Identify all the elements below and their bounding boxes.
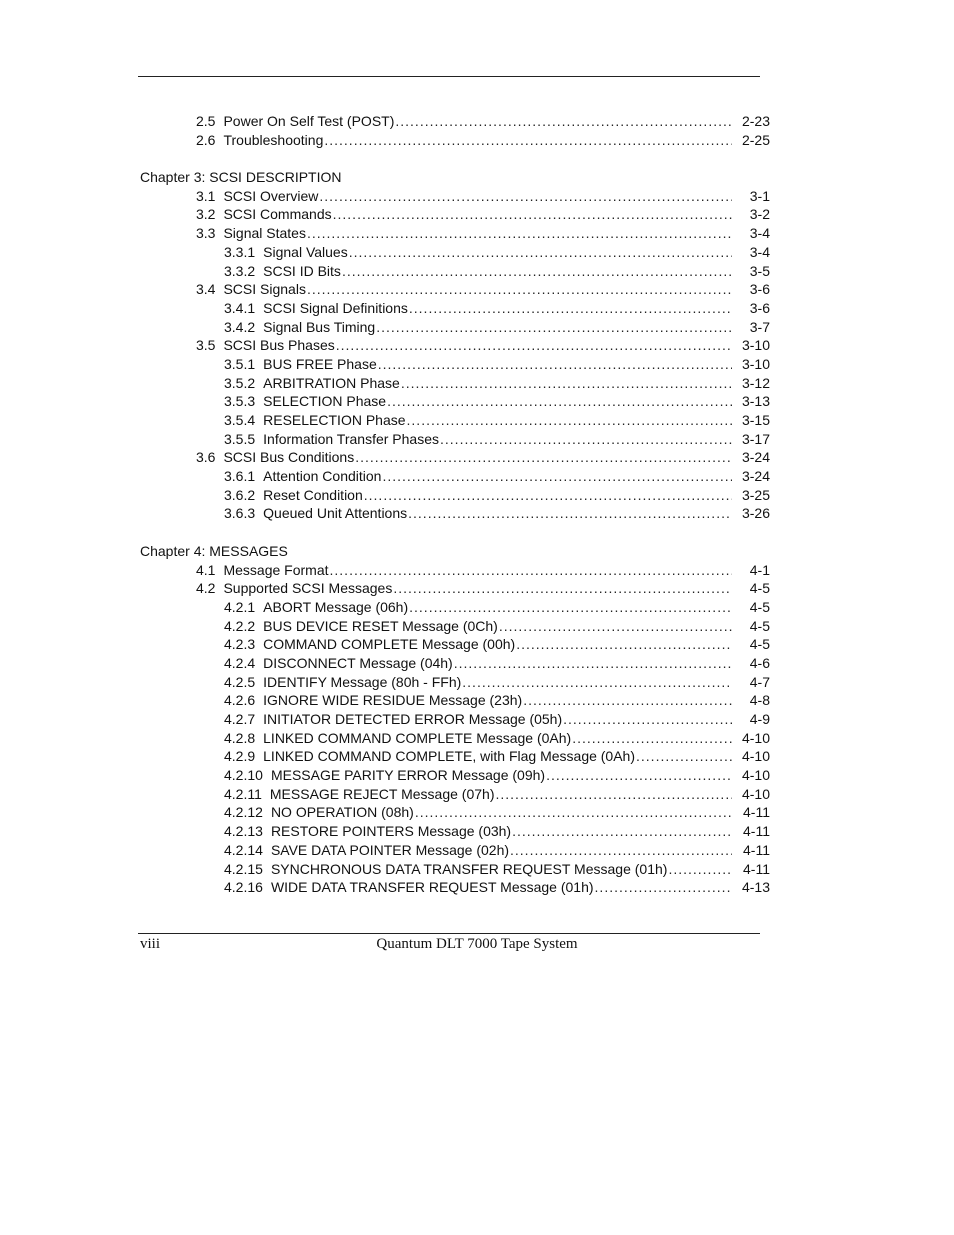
toc-entry[interactable] (0, 243, 770, 262)
toc-entry-title: SCSI Bus Conditions (223, 449, 355, 466)
toc-entry-number: 4.2.12 (224, 804, 263, 821)
toc-entry[interactable] (0, 785, 770, 804)
toc-entry-title: Troubleshooting (223, 131, 324, 148)
toc-leader-dots (523, 691, 732, 710)
toc-leader-dots (336, 336, 732, 355)
toc-leader-dots (382, 467, 732, 486)
toc-leader-dots (387, 392, 732, 411)
toc-spacer (0, 149, 954, 168)
toc-entry-number: 3.4 (196, 281, 216, 298)
toc-leader-dots (415, 803, 732, 822)
toc-entry-page: 4-8 (749, 692, 770, 709)
toc-entry[interactable] (0, 224, 770, 243)
toc-leader-dots (407, 411, 732, 430)
toc-entry[interactable] (0, 467, 770, 486)
toc-entry-page: 3-26 (741, 505, 770, 522)
toc-entry[interactable] (0, 205, 770, 224)
toc-entry-page: 3-5 (749, 262, 770, 279)
toc-entry-page: 3-2 (749, 206, 770, 223)
toc-entry-title: Signal Values (263, 243, 348, 260)
toc-entry-title: SCSI Bus Phases (223, 337, 335, 354)
toc-entry-number: 3.3.2 (224, 262, 256, 279)
toc-entry-number: 3.5.3 (224, 393, 256, 410)
toc-entry-page: 4-11 (743, 804, 770, 821)
toc-entry-number: 2.6 (196, 131, 216, 148)
toc-entry-title: Information Transfer Phases (263, 430, 440, 447)
toc-entry-title: COMMAND COMPLETE Message (00h) (263, 636, 516, 653)
toc-entry-number: 4.2.16 (224, 879, 263, 896)
toc-entry-title: SCSI Overview (223, 187, 319, 204)
toc-entry-page: 4-11 (743, 823, 770, 840)
toc-leader-dots (636, 747, 732, 766)
toc-entry[interactable] (0, 430, 770, 449)
toc-entry-page: 3-4 (749, 243, 770, 260)
toc-entry-page: 4-5 (749, 580, 770, 597)
toc-entry-number: 4.2.11 (224, 785, 262, 802)
toc-leader-dots (395, 112, 732, 131)
toc-entry-title: SCSI Signals (223, 281, 306, 298)
header-rule (138, 76, 760, 77)
toc-entry-page: 3-24 (741, 449, 770, 466)
toc-entry-page: 3-10 (741, 355, 770, 372)
toc-entry-number: 3.2 (196, 206, 216, 223)
toc-entry-title: Power On Self Test (POST) (223, 113, 395, 129)
toc-entry[interactable] (0, 635, 770, 654)
toc-entry-number: 4.2.9 (224, 748, 256, 765)
toc-entry-title: MESSAGE REJECT Message (07h) (269, 785, 495, 802)
toc-entry-number: 4.2.14 (224, 841, 263, 858)
toc-entry-page: 3-13 (741, 393, 770, 410)
toc-entry[interactable] (0, 318, 770, 337)
toc-entry[interactable] (0, 766, 770, 785)
toc-entry-number: 3.5.2 (224, 374, 256, 391)
toc-leader-dots (454, 654, 732, 673)
toc-entry-title: ABORT Message (06h) (263, 598, 409, 615)
toc-entry-number: 3.6.1 (224, 468, 256, 485)
toc-entry-page: 4-13 (741, 879, 770, 896)
toc-entry[interactable] (0, 448, 770, 467)
toc-entry-title: SCSI Commands (223, 206, 332, 223)
toc-entry-page: 4-11 (743, 841, 770, 858)
toc-entry[interactable] (0, 654, 770, 673)
toc-entry-title: LINKED COMMAND COMPLETE Message (0Ah) (263, 729, 572, 746)
toc-leader-dots (510, 841, 732, 860)
toc-leader-dots (409, 299, 732, 318)
toc-leader-dots (393, 579, 732, 598)
toc-entry-title: LINKED COMMAND COMPLETE, with Flag Message (0Ah) (263, 748, 636, 765)
document-title-footer (0, 936, 954, 953)
toc-leader-dots (355, 448, 732, 467)
toc-entry-title: ARBITRATION Phase (263, 374, 400, 391)
toc-entry[interactable] (0, 299, 770, 318)
toc-leader-dots (496, 785, 733, 804)
toc-entry-page: 4-10 (741, 767, 770, 784)
toc-entry-title: SELECTION Phase (263, 393, 387, 410)
toc-entry-number: 3.4.2 (224, 318, 256, 335)
toc-entry-number: 3.6.3 (224, 505, 256, 522)
toc-leader-dots (512, 822, 732, 841)
toc-entry-number: 3.1 (196, 187, 216, 204)
toc-entry-page: 4-10 (741, 785, 770, 802)
toc-entry[interactable] (0, 803, 770, 822)
toc-leader-dots (499, 617, 732, 636)
toc-entry[interactable] (0, 392, 770, 411)
toc-entry-title: RESELECTION Phase (263, 412, 406, 428)
toc-leader-dots (364, 486, 732, 505)
toc-entry[interactable] (0, 579, 770, 598)
toc-entry-number: 3.3 (196, 225, 216, 242)
toc-entry-number: 3.5.4 (224, 412, 256, 428)
toc-entry[interactable] (0, 860, 770, 879)
toc-entry-page: 3-1 (749, 187, 770, 204)
toc-entry-number: 4.2.6 (224, 692, 256, 709)
toc-entry-page: 4-6 (749, 654, 770, 671)
toc-entry-number: 4.1 (196, 561, 216, 578)
toc-entry-title: Signal States (223, 225, 306, 242)
toc-entry-page: 4-5 (749, 617, 770, 634)
toc-entry[interactable] (0, 486, 770, 505)
toc-entry[interactable] (0, 878, 770, 897)
toc-leader-dots (401, 374, 732, 393)
toc-entry-title: Attention Condition (263, 468, 382, 485)
toc-entry[interactable] (0, 561, 770, 580)
toc-entry-page: 3-12 (741, 374, 770, 391)
toc-chapter-heading: Chapter 4: MESSAGES (140, 542, 288, 559)
toc-entry-number: 3.6.2 (224, 486, 256, 503)
toc-entry-number: 3.3.1 (224, 243, 256, 260)
toc-entry-title: Reset Condition (263, 486, 363, 503)
toc-entry-title: SAVE DATA POINTER Message (02h) (270, 841, 510, 858)
toc-entry-number: 3.5.1 (224, 355, 256, 372)
toc-entry[interactable] (0, 374, 770, 393)
toc-entry[interactable] (0, 262, 770, 281)
toc-leader-dots (307, 224, 732, 243)
toc-entry-title: Supported SCSI Messages (223, 580, 393, 597)
toc-entry-title: Queued Unit Attentions (263, 505, 408, 522)
table-of-contents (0, 112, 954, 897)
toc-entry-number: 4.2.7 (224, 711, 256, 727)
toc-entry-page: 4-5 (749, 636, 770, 653)
toc-entry-title: Signal Bus Timing (263, 318, 376, 335)
toc-entry-title: DISCONNECT Message (04h) (263, 654, 453, 671)
toc-entry-number: 4.2.8 (224, 729, 256, 746)
toc-entry-number: 3.4.1 (224, 299, 256, 316)
toc-leader-dots (349, 243, 732, 262)
page-number: viii (140, 936, 161, 952)
toc-entry-number: 4.2.10 (224, 767, 263, 784)
toc-entry-page: 4-10 (741, 748, 770, 765)
toc-entry-title: Message Format (223, 561, 329, 578)
toc-entry-page: 3-15 (741, 412, 770, 428)
toc-entry-title: WIDE DATA TRANSFER REQUEST Message (01h) (270, 879, 594, 896)
toc-leader-dots (408, 504, 732, 523)
toc-leader-dots (409, 598, 732, 617)
toc-entry-page: 2-25 (741, 131, 770, 148)
toc-entry[interactable] (0, 112, 770, 131)
toc-entry-title: NO OPERATION (08h) (270, 804, 414, 821)
toc-entry-title: SCSI Signal Definitions (263, 299, 408, 316)
toc-chapter-heading: Chapter 3: SCSI DESCRIPTION (140, 169, 342, 186)
toc-leader-dots (595, 878, 732, 897)
toc-entry-number: 4.2.13 (224, 823, 263, 840)
toc-entry-number: 4.2.4 (224, 654, 256, 671)
toc-entry[interactable] (0, 747, 770, 766)
toc-entry-number: 4.2.1 (224, 598, 256, 615)
toc-entry[interactable] (0, 504, 770, 523)
toc-entry[interactable] (0, 411, 770, 430)
toc-entry[interactable] (0, 729, 770, 748)
toc-entry[interactable] (0, 336, 770, 355)
toc-entry-number: 4.2.2 (224, 617, 256, 634)
toc-entry-page: 3-7 (749, 318, 770, 335)
footer-rule (138, 933, 760, 934)
toc-entry-title: SYNCHRONOUS DATA TRANSFER REQUEST Message (01h) (270, 860, 668, 877)
toc-leader-dots (516, 635, 732, 654)
toc-entry-page: 3-17 (741, 430, 770, 447)
toc-entry-page: 3-6 (749, 281, 770, 298)
toc-entry-page: 4-9 (749, 711, 770, 727)
toc-entry-page: 2-23 (741, 113, 770, 129)
toc-entry[interactable] (0, 691, 770, 710)
toc-leader-dots (440, 430, 732, 449)
toc-entry-title: MESSAGE PARITY ERROR Message (09h) (270, 767, 546, 784)
toc-entry-title: RESTORE POINTERS Message (03h) (270, 823, 512, 840)
toc-entry[interactable] (0, 673, 770, 692)
toc-entry-number: 4.2.15 (224, 860, 263, 877)
toc-leader-dots (572, 729, 732, 748)
toc-entry-title: INITIATOR DETECTED ERROR Message (05h) (263, 711, 563, 727)
toc-entry-page: 3-4 (749, 225, 770, 242)
toc-entry-page: 4-10 (741, 729, 770, 746)
toc-leader-dots (333, 205, 732, 224)
toc-leader-dots (319, 187, 732, 206)
toc-entry[interactable] (0, 617, 770, 636)
toc-leader-dots (563, 710, 732, 729)
toc-entry-title: IDENTIFY Message (80h - FFh) (263, 673, 462, 690)
toc-leader-dots (462, 673, 732, 692)
toc-entry-page: 3-10 (741, 337, 770, 354)
toc-entry-title: BUS DEVICE RESET Message (0Ch) (263, 617, 498, 634)
toc-leader-dots (342, 262, 732, 281)
toc-entry-number: 3.6 (196, 449, 216, 466)
toc-leader-dots (330, 561, 732, 580)
toc-entry[interactable] (0, 598, 770, 617)
toc-entry[interactable] (0, 841, 770, 860)
toc-entry[interactable] (0, 131, 770, 150)
toc-leader-dots (378, 355, 732, 374)
toc-leader-dots (376, 318, 732, 337)
toc-entry-title: SCSI ID Bits (263, 262, 341, 279)
toc-leader-dots (324, 131, 732, 150)
toc-entry-number: 4.2.3 (224, 636, 256, 653)
toc-entry[interactable] (0, 187, 770, 206)
toc-entry-number: 4.2.5 (224, 673, 256, 690)
toc-entry[interactable] (0, 355, 770, 374)
toc-entry-number: 3.5.5 (224, 430, 256, 447)
toc-entry-page: 4-11 (743, 860, 770, 877)
toc-entry[interactable] (0, 280, 770, 299)
toc-entry-number: 3.5 (196, 337, 216, 354)
toc-leader-dots (307, 280, 732, 299)
toc-entry-page: 4-5 (749, 598, 770, 615)
toc-entry-page: 4-1 (749, 561, 770, 578)
document-title: Quantum DLT 7000 Tape System (376, 936, 578, 952)
toc-entry-page: 4-7 (749, 673, 770, 690)
toc-entry-number: 2.5 (196, 113, 216, 129)
toc-entry[interactable] (0, 710, 770, 729)
toc-leader-dots (668, 860, 732, 879)
toc-entry-title: BUS FREE Phase (263, 355, 377, 372)
toc-leader-dots (546, 766, 732, 785)
toc-entry-page: 3-6 (749, 299, 770, 316)
toc-entry-title: IGNORE WIDE RESIDUE Message (23h) (263, 692, 523, 709)
toc-entry-number: 4.2 (196, 580, 216, 597)
toc-spacer (0, 523, 954, 542)
toc-entry-page: 3-25 (741, 486, 770, 503)
toc-entry-page: 3-24 (741, 468, 770, 485)
toc-entry[interactable] (0, 822, 770, 841)
